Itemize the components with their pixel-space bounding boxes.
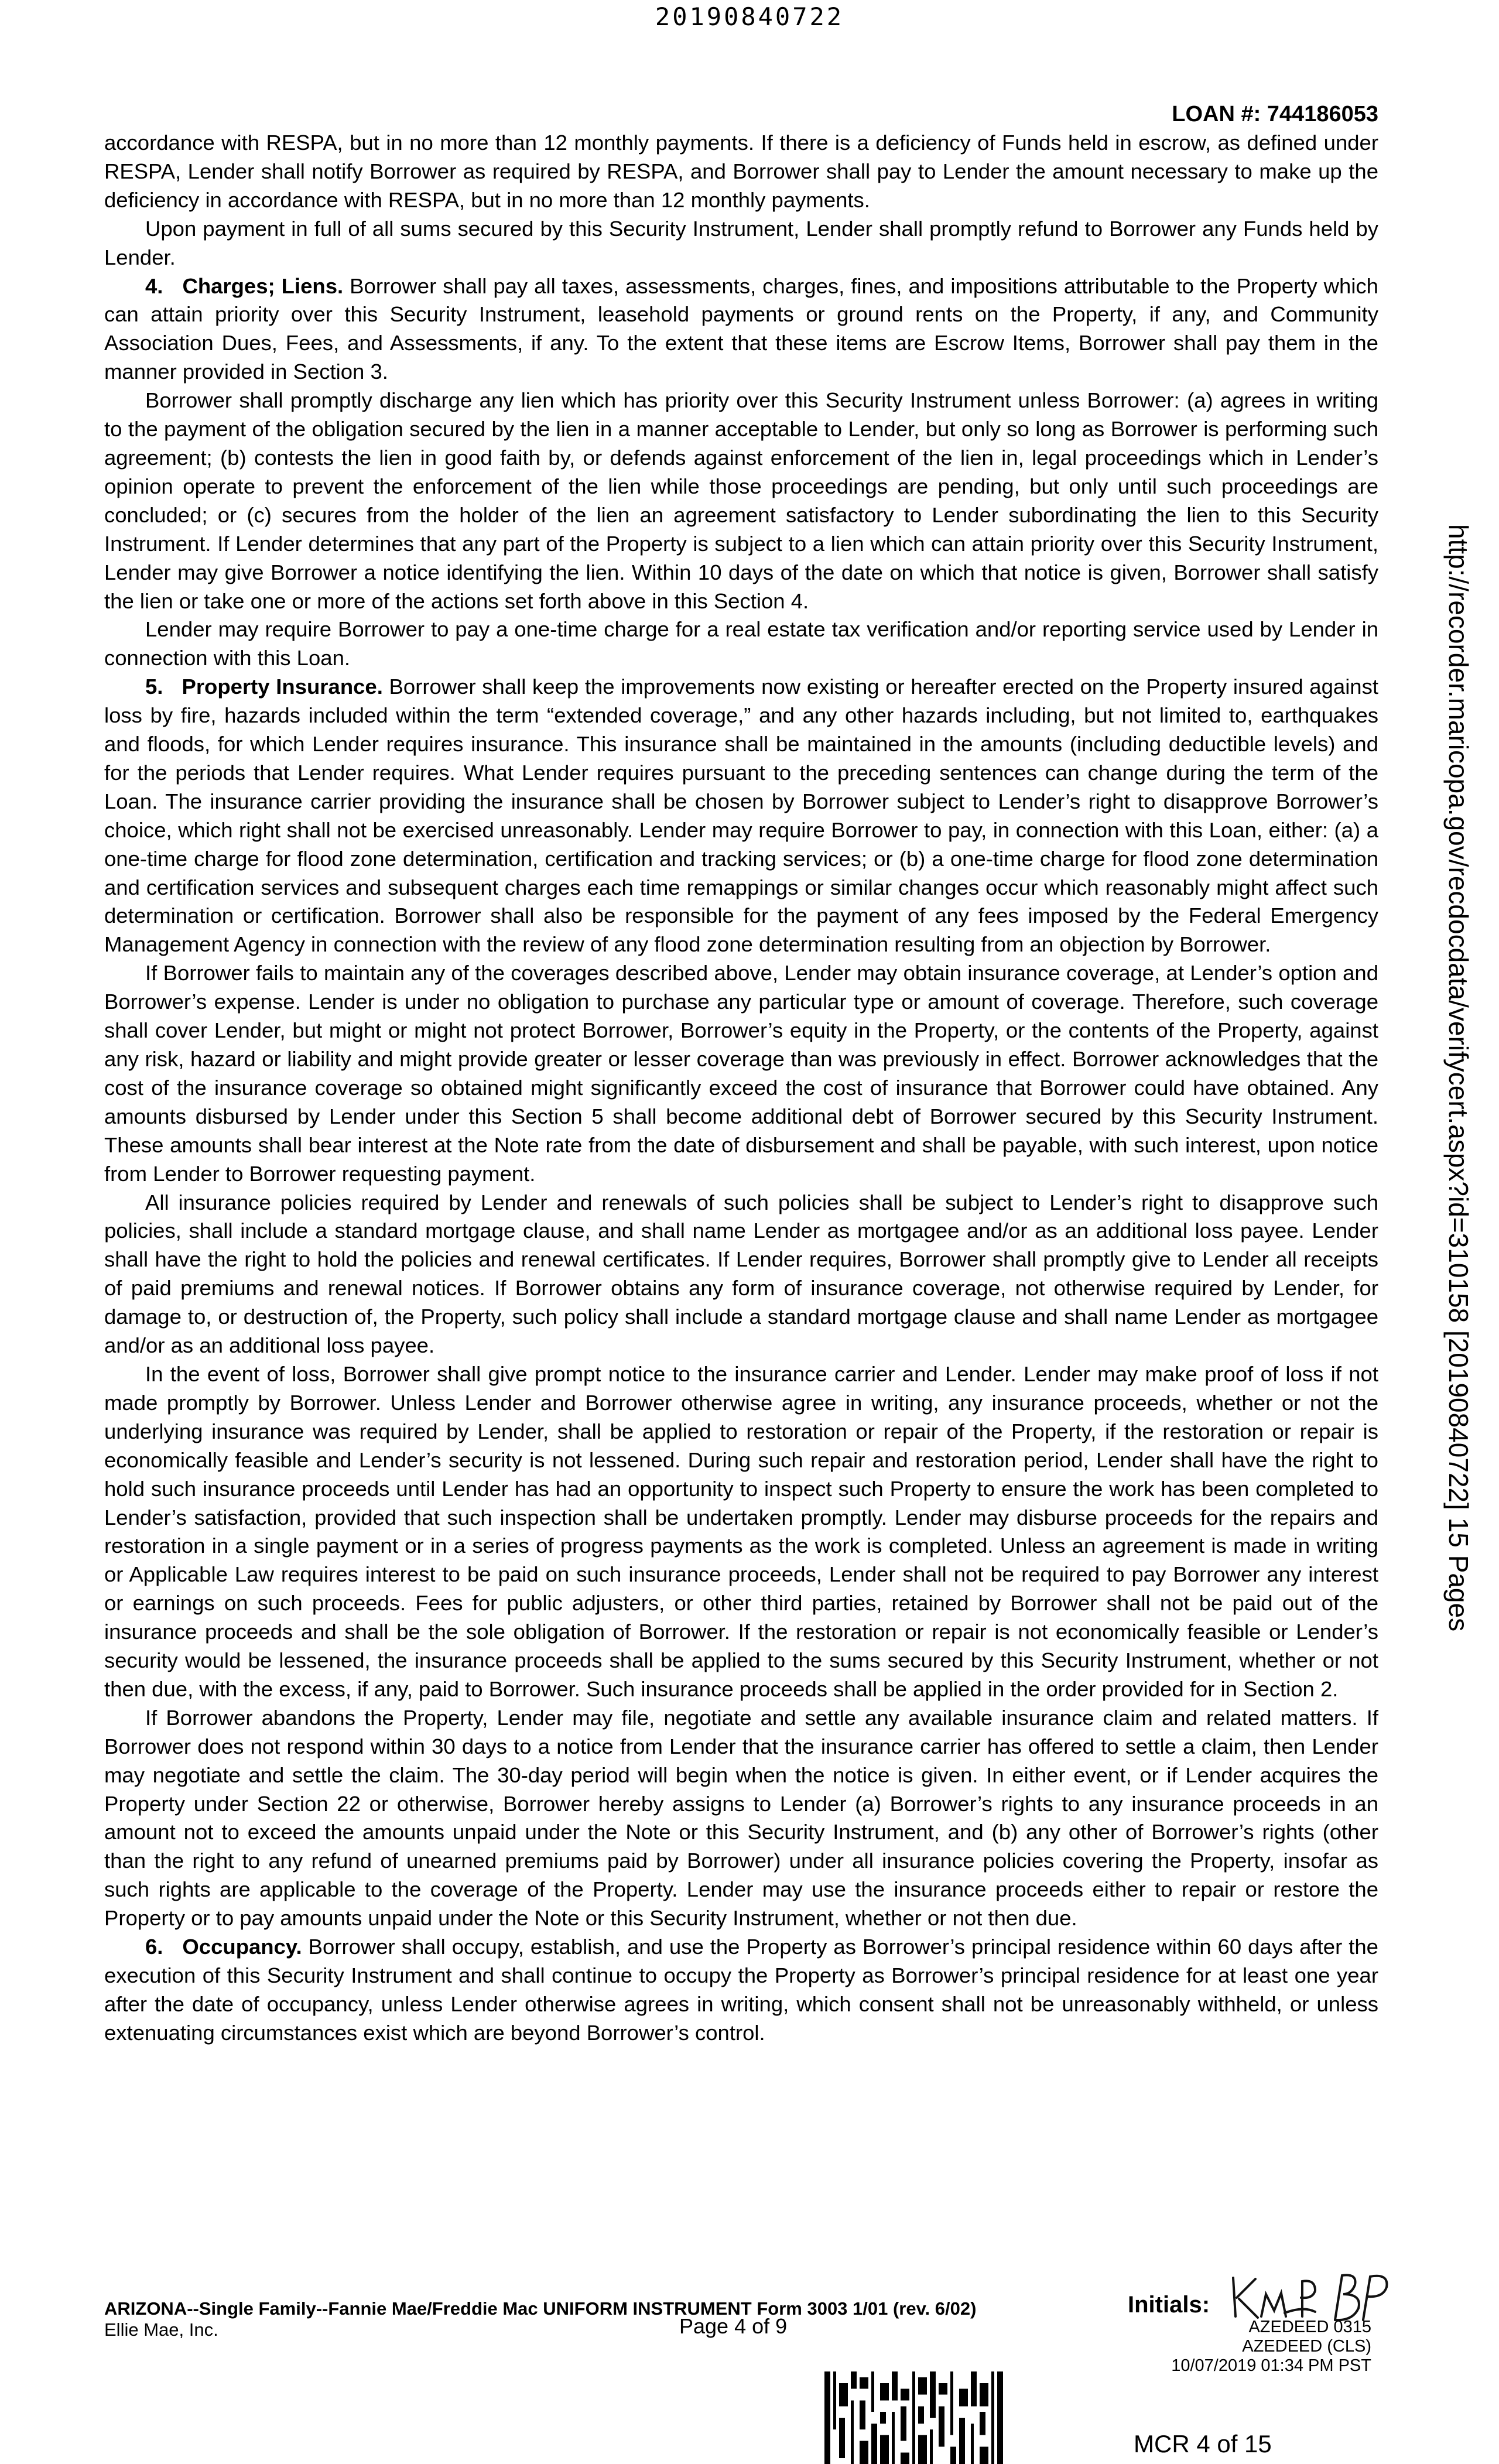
verification-url[interactable]: http://recorder.maricopa.gov/recdocdata/verifycert.aspx?id=310158 [20190840722] 15 Pages [1443, 524, 1474, 1632]
paragraph-text: Borrower shall pay all taxes, assessments, charges, fines, and impositions attributable to the Property which can attain priority over this Security Instrument, leasehold payments or ground rents on the Property, if any, and Community Association Dues, Fees, and Assessments, if any. To the extent that these items are Escrow Items, Borrower shall pay them in the manner provided in Section 3. [104, 273, 1378, 384]
section-5-intro [104, 673, 1378, 959]
paragraph: Borrower shall promptly discharge any lien which has priority over this Security Instrument unless Borrower: (a) agrees in writing to the payment of the obligation secured by the lien in a manner acceptable to Lender, but only so long as Borrower is performing such agreement; (b) contests the lien in good faith by, or defends against enforcement of the lien in, legal proceedings which in Lender’s opinion operate to prevent the enforcement of the lien while those proceedings are pending, but only until such proceedings are concluded; or (c) secures from the holder of the lien an agreement satisfactory to Lender subordinating the lien to this Security Instrument. If Lender determines that any part of the Property is subject to a lien which can attain priority over this Security Instrument, Lender may give Borrower a notice identifying the lien. Within 10 days of the date on which that notice is given, Borrower shall satisfy the lien or take one or more of the actions set forth above in this Section 4. [104, 388, 1378, 613]
section-number: 5. [145, 675, 163, 699]
page-number: Page 4 of 9 [679, 2314, 788, 2338]
paragraph: If Borrower fails to maintain any of the coverages described above, Lender may obtain insurance coverage, at Lender’s option and Borrower’s expense. Lender is under no obligation to purchase any particular type or amount of coverage. Therefore, such coverage shall cover Lender, but might or might not protect Borrower, Borrower’s equity in the Property, or the contents of the Property, against any risk, hazard or liability and might provide greater or lesser coverage than was previously in effect. Borrower acknowledges that the cost of the insurance coverage so obtained might significantly exceed the cost of insurance that Borrower could have obtained. Any amounts disbursed by Lender under this Section 5 shall become additional debt of Borrower secured by this Security Instrument. These amounts shall bear interest at the Note rate from the date of disbursement and shall be payable, with such interest, upon notice from Lender to Borrower requesting payment. [104, 961, 1378, 1186]
section-title: Property Insurance. [182, 675, 383, 699]
mcr-page-count: MCR 4 of 15 [1134, 2430, 1272, 2458]
initials-signature [1227, 2271, 1397, 2323]
paragraph: In the event of loss, Borrower shall give prompt notice to the insurance carrier and Lender. Lender may make proof of loss if not made promptly by Borrower. Unless Lender and Borrower otherwise agree in writing, any insurance proceeds, whether or not the underlying insurance was required by Lender, shall be applied to restoration or repair of the Property, if the restoration or repair is economically feasible and Lender’s security is not lessened. During such repair and restoration period, Lender shall have the right to hold such insurance proceeds until Lender has had an opportunity to inspect such Property to ensure the work has been completed to Lender’s satisfaction, provided that such inspection shall be undertaken promptly. Lender may disburse proceeds for the repairs and restoration in a single payment or in a series of progress payments as the work is completed. Unless an agreement is made in writing or Applicable Law requires interest to be paid on such insurance proceeds, Lender shall not be required to pay Borrower any interest or earnings on such proceeds. Fees for public adjusters, or other third parties, retained by Borrower shall not be paid out of the insurance proceeds and shall be the sole obligation of Borrower. If the restoration or repair is not economically feasible or Lender’s security would be lessened, the insurance proceeds shall be applied to the sums secured by this Security Instrument, whether or not then due, with the excess, if any, paid to Borrower. Such insurance proceeds shall be applied in the order provided for in Section 2. [104, 1361, 1378, 1701]
form-footer [104, 2298, 976, 2340]
paragraph: accordance with RESPA, but in no more than 12 monthly payments. If there is a deficiency of Funds held in escrow, as defined under RESPA, Lender shall notify Borrower as required by RESPA, and Borrower shall pay to Lender the amount necessary to make up the deficiency in accordance with RESPA, but in no more than 12 monthly payments. [104, 131, 1378, 212]
section-number: 6. [145, 1935, 163, 1959]
initial-bp-strokes [1335, 2275, 1387, 2320]
paragraph: All insurance policies required by Lender and renewals of such policies shall be subject to Lender’s right to disapprove such policies, shall include a standard mortgage clause, and shall name Lender as mortgagee and/or as an additional loss payee. Lender shall have the right to hold the policies and renewal certificates. If Lender requires, Borrower shall promptly give to Lender all receipts of paid premiums and renewal notices. If Borrower obtains any form of insurance coverage, not otherwise required by Lender, for damage to, or destruction of, the Property, such policy shall include a standard mortgage clause and shall name Lender as mortgagee and/or as an additional loss payee. [104, 1190, 1378, 1358]
section-title: Charges; Liens. [182, 273, 344, 298]
section-6-intro [104, 1933, 1378, 2048]
section-4-intro [104, 272, 1378, 387]
recording-number: 20190840722 [655, 2, 844, 31]
paragraph: Lender may require Borrower to pay a one-time charge for a real estate tax verification and/or reporting service used by Lender in connection with this Loan. [104, 617, 1378, 670]
publisher: Ellie Mae, Inc. [104, 2319, 218, 2340]
barcode [824, 2371, 1003, 2464]
document-meta [1171, 2318, 1371, 2376]
timestamp: 10/07/2019 01:34 PM PST [1171, 2356, 1371, 2375]
verification-sidebar [1442, 524, 1477, 1871]
loan-number: LOAN #: 744186053 [1172, 102, 1378, 126]
form-code-cls: AZEDEED (CLS) [1242, 2337, 1371, 2356]
paragraph-text: Borrower shall keep the improvements now existing or hereafter erected on the Property insured against loss by fire, hazards included within the term “extended coverage,” and any other hazards including, but not limited to, earthquakes and floods, for which Lender requires insurance. This insurance shall be maintained in the amounts (including deductible levels) and for the periods that Lender requires. What Lender requires pursuant to the preceding sentences can change during the term of the Loan. The insurance carrier providing the insurance shall be chosen by Borrower subject to Lender’s right to disapprove Borrower’s choice, which right shall not be exercised unreasonably. Lender may require Borrower to pay, in connection with this Loan, either: (a) a one-time charge for flood zone determination, certification and tracking services; or (b) a one-time charge for flood zone determination and certification services and subsequent charges each time remappings or similar changes occur which reasonably might affect such determination or certification. Borrower shall also be responsible for the payment of any fees imposed by the Federal Emergency Management Agency in connection with the review of any flood zone determination resulting from an objection by Borrower. [104, 675, 1378, 957]
initials-label: Initials: [1128, 2292, 1210, 2318]
initial-kmp-strokes [1233, 2278, 1315, 2318]
initials-block [1128, 2271, 1397, 2323]
document-body [104, 129, 1378, 2048]
section-title: Occupancy. [182, 1935, 302, 1959]
paragraph-text: Borrower shall occupy, establish, and use the Property as Borrower’s principal residence within 60 days after the execution of this Security Instrument and shall continue to occupy the Property as Borrower’s principal residence for at least one year after the date of occupancy, unless Lender otherwise agrees in writing, which consent shall not be unreasonably withheld, or unless extenuating circumstances exist which are beyond Borrower’s control. [104, 1935, 1378, 2045]
section-number: 4. [145, 273, 163, 298]
paragraph: Upon payment in full of all sums secured by this Security Instrument, Lender shall promptly refund to Borrower any Funds held by Lender. [104, 216, 1378, 269]
form-identifier: ARIZONA--Single Family--Fannie Mae/Freddie Mac UNIFORM INSTRUMENT Form 3003 1/01 (rev. 6/02) [104, 2298, 977, 2319]
paragraph: If Borrower abandons the Property, Lender may file, negotiate and settle any available insurance claim and related matters. If Borrower does not respond within 30 days to a notice from Lender that the insurance carrier has offered to settle a claim, then Lender may negotiate and settle the claim. The 30-day period will begin when the notice is given. In either event, or if Lender acquires the Property under Section 22 or otherwise, Borrower hereby assigns to Lender (a) Borrower’s rights to any insurance proceeds in an amount not to exceed the amounts unpaid under the Note or this Security Instrument, and (b) any other of Borrower’s rights (other than the right to any refund of unearned premiums paid by Borrower) under all insurance policies covering the Property, insofar as such rights are applicable to the coverage of the Property. Lender may use the insurance proceeds either to repair or restore the Property or to pay amounts unpaid under the Note or this Security Instrument, whether or not then due. [104, 1705, 1378, 1931]
form-code: AZEDEED 0315 [1248, 2318, 1371, 2336]
